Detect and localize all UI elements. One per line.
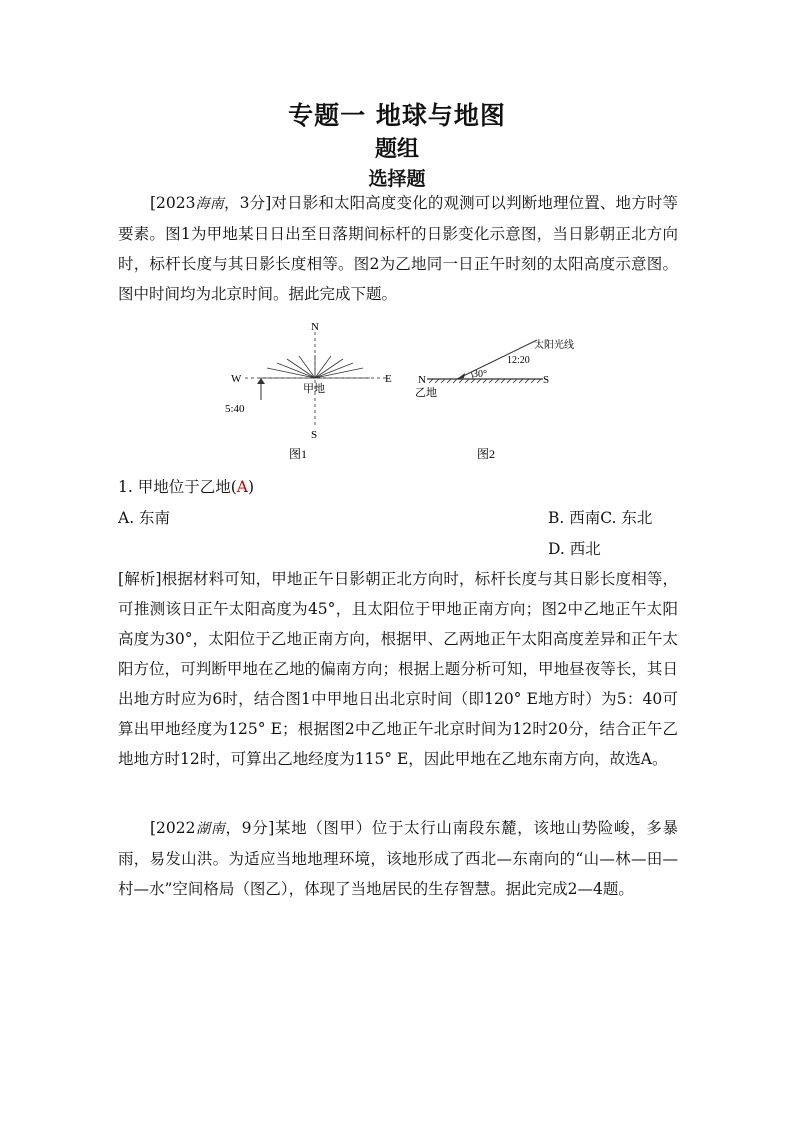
label-angle: 30° [473, 369, 487, 380]
intro-text: 对日影和太阳高度变化的观测可以判断地理位置、地方时等要素。图1为甲地某日日出至日落期间标杆的日影变化示意图，当日影朝正北方向时，标杆长度与其日影长度相等。图2为乙地同一日正午时刻的太阳高度示意图。图中时间均为北京时间。据此完成下题。 [118, 194, 678, 303]
option-a: A. 东南 [118, 509, 171, 527]
figure-1 [225, 318, 392, 463]
figure-1-caption: 图1 [289, 447, 308, 461]
option-b-c [548, 506, 652, 528]
intro-paragraph-2 [118, 813, 678, 904]
option-c: C. 东北 [600, 509, 653, 527]
label-place-jia: 甲地 [303, 383, 325, 395]
shadow-rays [260, 355, 370, 378]
figure-2 [415, 338, 574, 463]
label-north: N [418, 374, 426, 386]
section-title: 选择题 [368, 168, 426, 190]
option-b: B. 西南 [548, 509, 601, 527]
label-south: S [543, 374, 550, 386]
question-1-stem: 1. 甲地位于乙地(A) [118, 478, 255, 496]
sun-ray-arrowhead [457, 373, 465, 379]
intro-text: 某地（图甲）位于太行山南段东麓，该地山势险峻，多暴雨，易发山洪。为适应当地地理环境，该地形成了西北—东南向的“山—林—田—村—水”空间格局（图乙），体现了当地居民的生存智慧。据此完成2—4题。 [118, 819, 678, 898]
label-north: N [311, 321, 319, 333]
intro-paragraph-1 [118, 188, 678, 309]
group-title: 题组 [374, 136, 419, 162]
question-1-answer: A [236, 478, 248, 496]
figure-2-caption: 图2 [477, 447, 496, 461]
source-tag: [2023海南，3分] [150, 194, 272, 212]
sunrise-arrowhead [257, 378, 265, 384]
analysis-paragraph: [解析]根据材料可知，甲地正午日影朝正北方向时，标杆长度与其日影长度相等，可推测该日正午太阳高度为45°，且太阳位于甲地正南方向；图2中乙地正午太阳高度为30°，太阳位于乙地正南方向，根据甲、乙两地正午太阳高度差异和正午太阳方位，可判断甲地在乙地的偏南方向；根据上题分析可知，甲地昼夜等长，其日出地方时应为6时，结合图1中甲地日出北京时间（即120° E地方时）为5：40可算出甲地经度为125° E；根据图2中乙地正午北京时间为12时20分，结合正午乙地地方时12时，可算出乙地经度为115° E，因此甲地在乙地东南方向，故选A。 [118, 570, 678, 768]
label-west: W [231, 373, 242, 385]
label-south: S [311, 429, 318, 441]
option-d: D. 西北 [548, 540, 601, 558]
label-place-yi: 乙地 [415, 387, 437, 399]
page-title: 专题一 地球与地图 [288, 101, 506, 130]
label-sunrise-time: 5:40 [225, 403, 245, 415]
label-noon-time: 12:20 [507, 355, 530, 366]
label-sun-ray: 太阳光线 [534, 340, 574, 351]
label-east: E [385, 373, 392, 385]
source-tag: [2022湖南，9分] [150, 819, 275, 837]
